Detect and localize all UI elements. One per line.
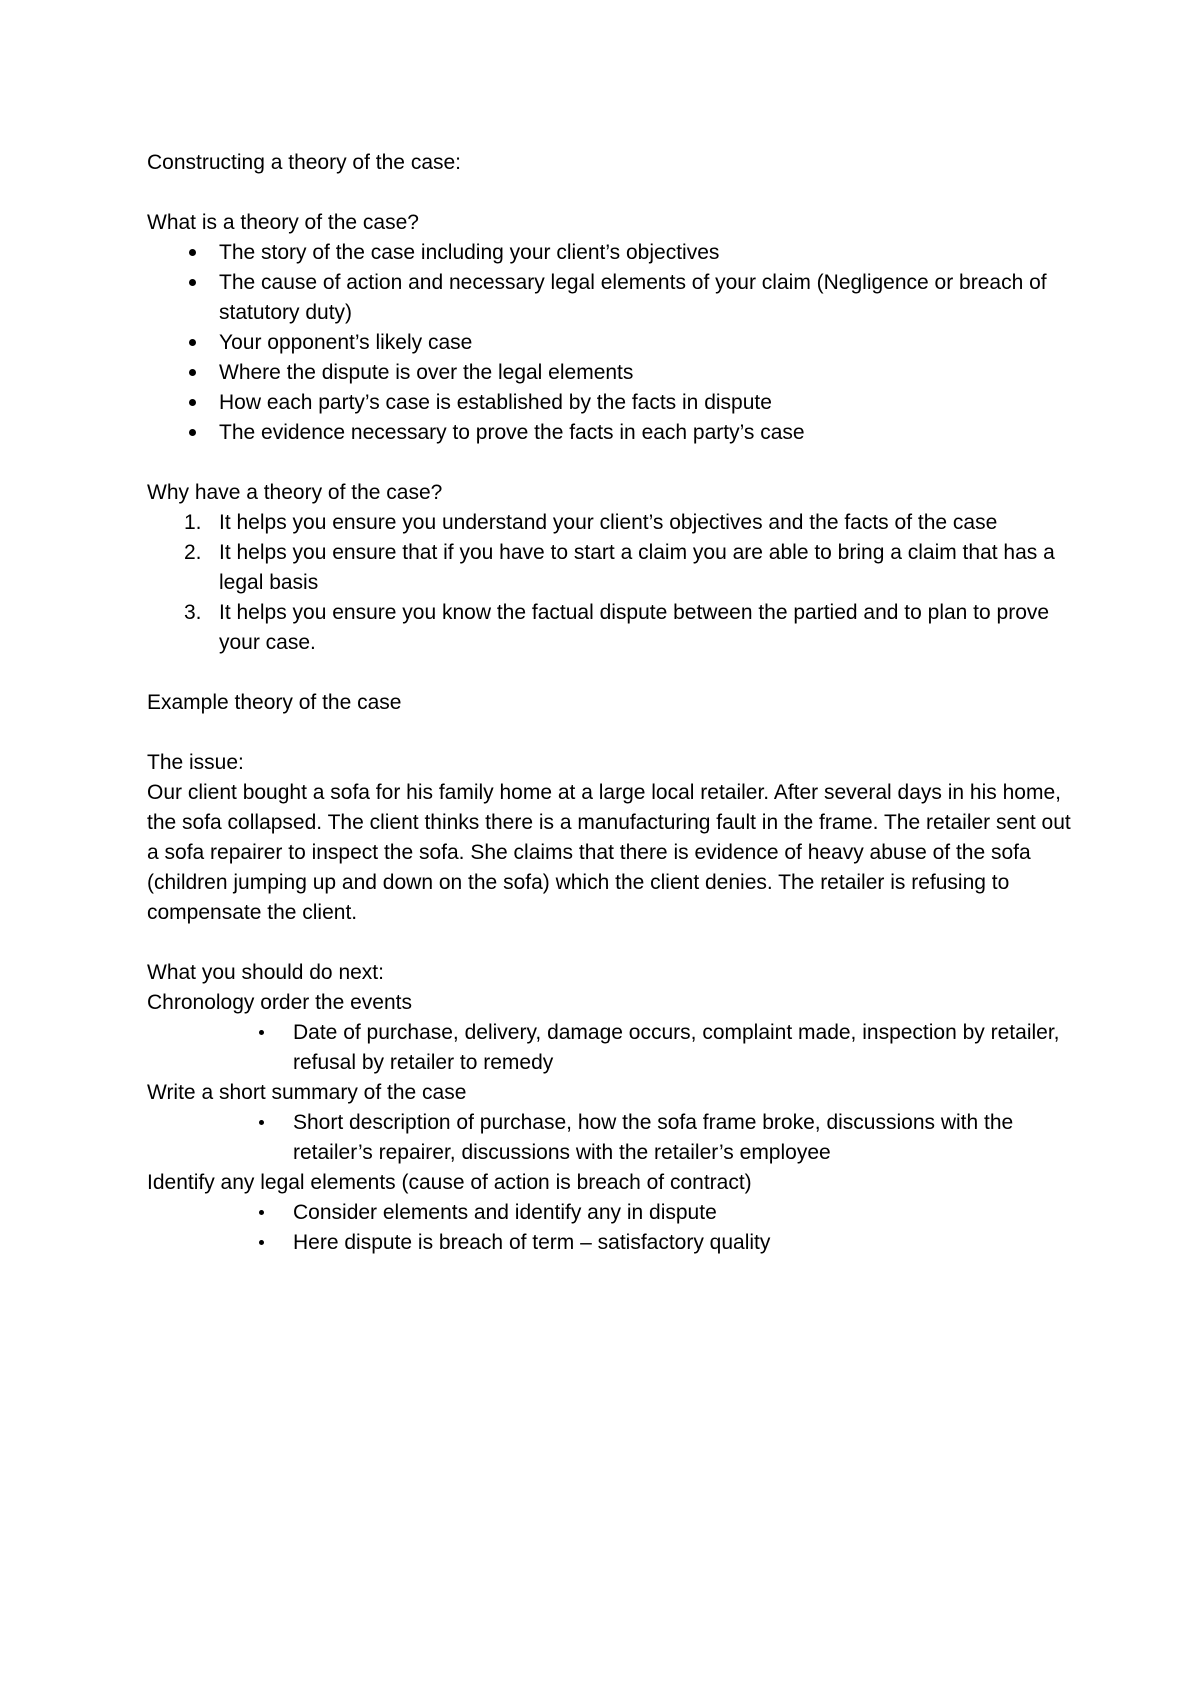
bullet-dot-icon xyxy=(189,279,196,286)
numbered-item: 2. It helps you ensure that if you have to start a claim you are able to bring a claim that has a legal basis xyxy=(184,541,1055,594)
bullet-dot-icon xyxy=(259,1240,264,1245)
bullet-dot-icon xyxy=(189,339,196,346)
list-item: Your opponent’s likely case xyxy=(147,328,1087,358)
why-have-list xyxy=(147,508,1087,658)
issue-paragraph: Our client bought a sofa for his family home at a large local retailer. After several days in his home, the sofa collapsed. The client thinks there is a manufacturing fault in the frame. The retailer sent out a sofa repairer to inspect the sofa. She claims that there is evidence of heavy abuse of the sofa (children jumping up and down on the sofa) which the client denies. The retailer is refusing to compensate the client. xyxy=(147,781,1071,924)
list-item: Short description of purchase, how the sofa frame broke, discussions with the retailer’s repairer, discussions with the retailer’s employee xyxy=(147,1108,1087,1168)
bullet-dot-icon xyxy=(259,1120,264,1125)
step-label: Write a short summary of the case xyxy=(147,1081,467,1104)
why-have-question: Why have a theory of the case? xyxy=(147,481,443,504)
next-steps-title: What you should do next: xyxy=(147,961,384,984)
issue-label: The issue: xyxy=(147,751,244,774)
bullet-dot-icon xyxy=(259,1030,264,1035)
list-item: The evidence necessary to prove the facts in each party’s case xyxy=(147,418,1087,448)
list-item: Where the dispute is over the legal elements xyxy=(147,358,1087,388)
example-title: Example theory of the case xyxy=(147,691,402,714)
what-is-question: What is a theory of the case? xyxy=(147,211,419,234)
step-bullets xyxy=(147,1108,1087,1168)
step-bullets xyxy=(147,1198,1087,1258)
bullet-dot-icon xyxy=(189,249,196,256)
bullet-dot-icon xyxy=(189,369,196,376)
list-item: Here dispute is breach of term – satisfactory quality xyxy=(147,1228,1087,1258)
list-item: How each party’s case is established by the facts in dispute xyxy=(147,388,1087,418)
numbered-item: 3. It helps you ensure you know the factual dispute between the partied and to plan to prove your case. xyxy=(184,601,1050,654)
list-item: Consider elements and identify any in dispute xyxy=(147,1198,1087,1228)
document-heading: Constructing a theory of the case: xyxy=(147,151,462,174)
document-page xyxy=(147,148,1087,1258)
spacer xyxy=(147,928,1087,958)
bullet-dot-icon xyxy=(189,399,196,406)
step-label: Chronology order the events xyxy=(147,991,412,1014)
list-item: The cause of action and necessary legal elements of your claim (Negligence or breach of statutory duty) xyxy=(147,268,1087,328)
what-is-list xyxy=(147,238,1087,448)
spacer xyxy=(147,658,1087,688)
step-label: Identify any legal elements (cause of action is breach of contract) xyxy=(147,1171,752,1194)
spacer xyxy=(147,448,1087,478)
spacer xyxy=(147,178,1087,208)
spacer xyxy=(147,718,1087,748)
step-bullets xyxy=(147,1018,1087,1078)
bullet-dot-icon xyxy=(259,1210,264,1215)
bullet-dot-icon xyxy=(189,429,196,436)
list-item: The story of the case including your client’s objectives xyxy=(147,238,1087,268)
numbered-item: 1. It helps you ensure you understand your client’s objectives and the facts of the case xyxy=(184,511,998,534)
list-item: Date of purchase, delivery, damage occurs, complaint made, inspection by retailer, refusal by retailer to remedy xyxy=(147,1018,1087,1078)
